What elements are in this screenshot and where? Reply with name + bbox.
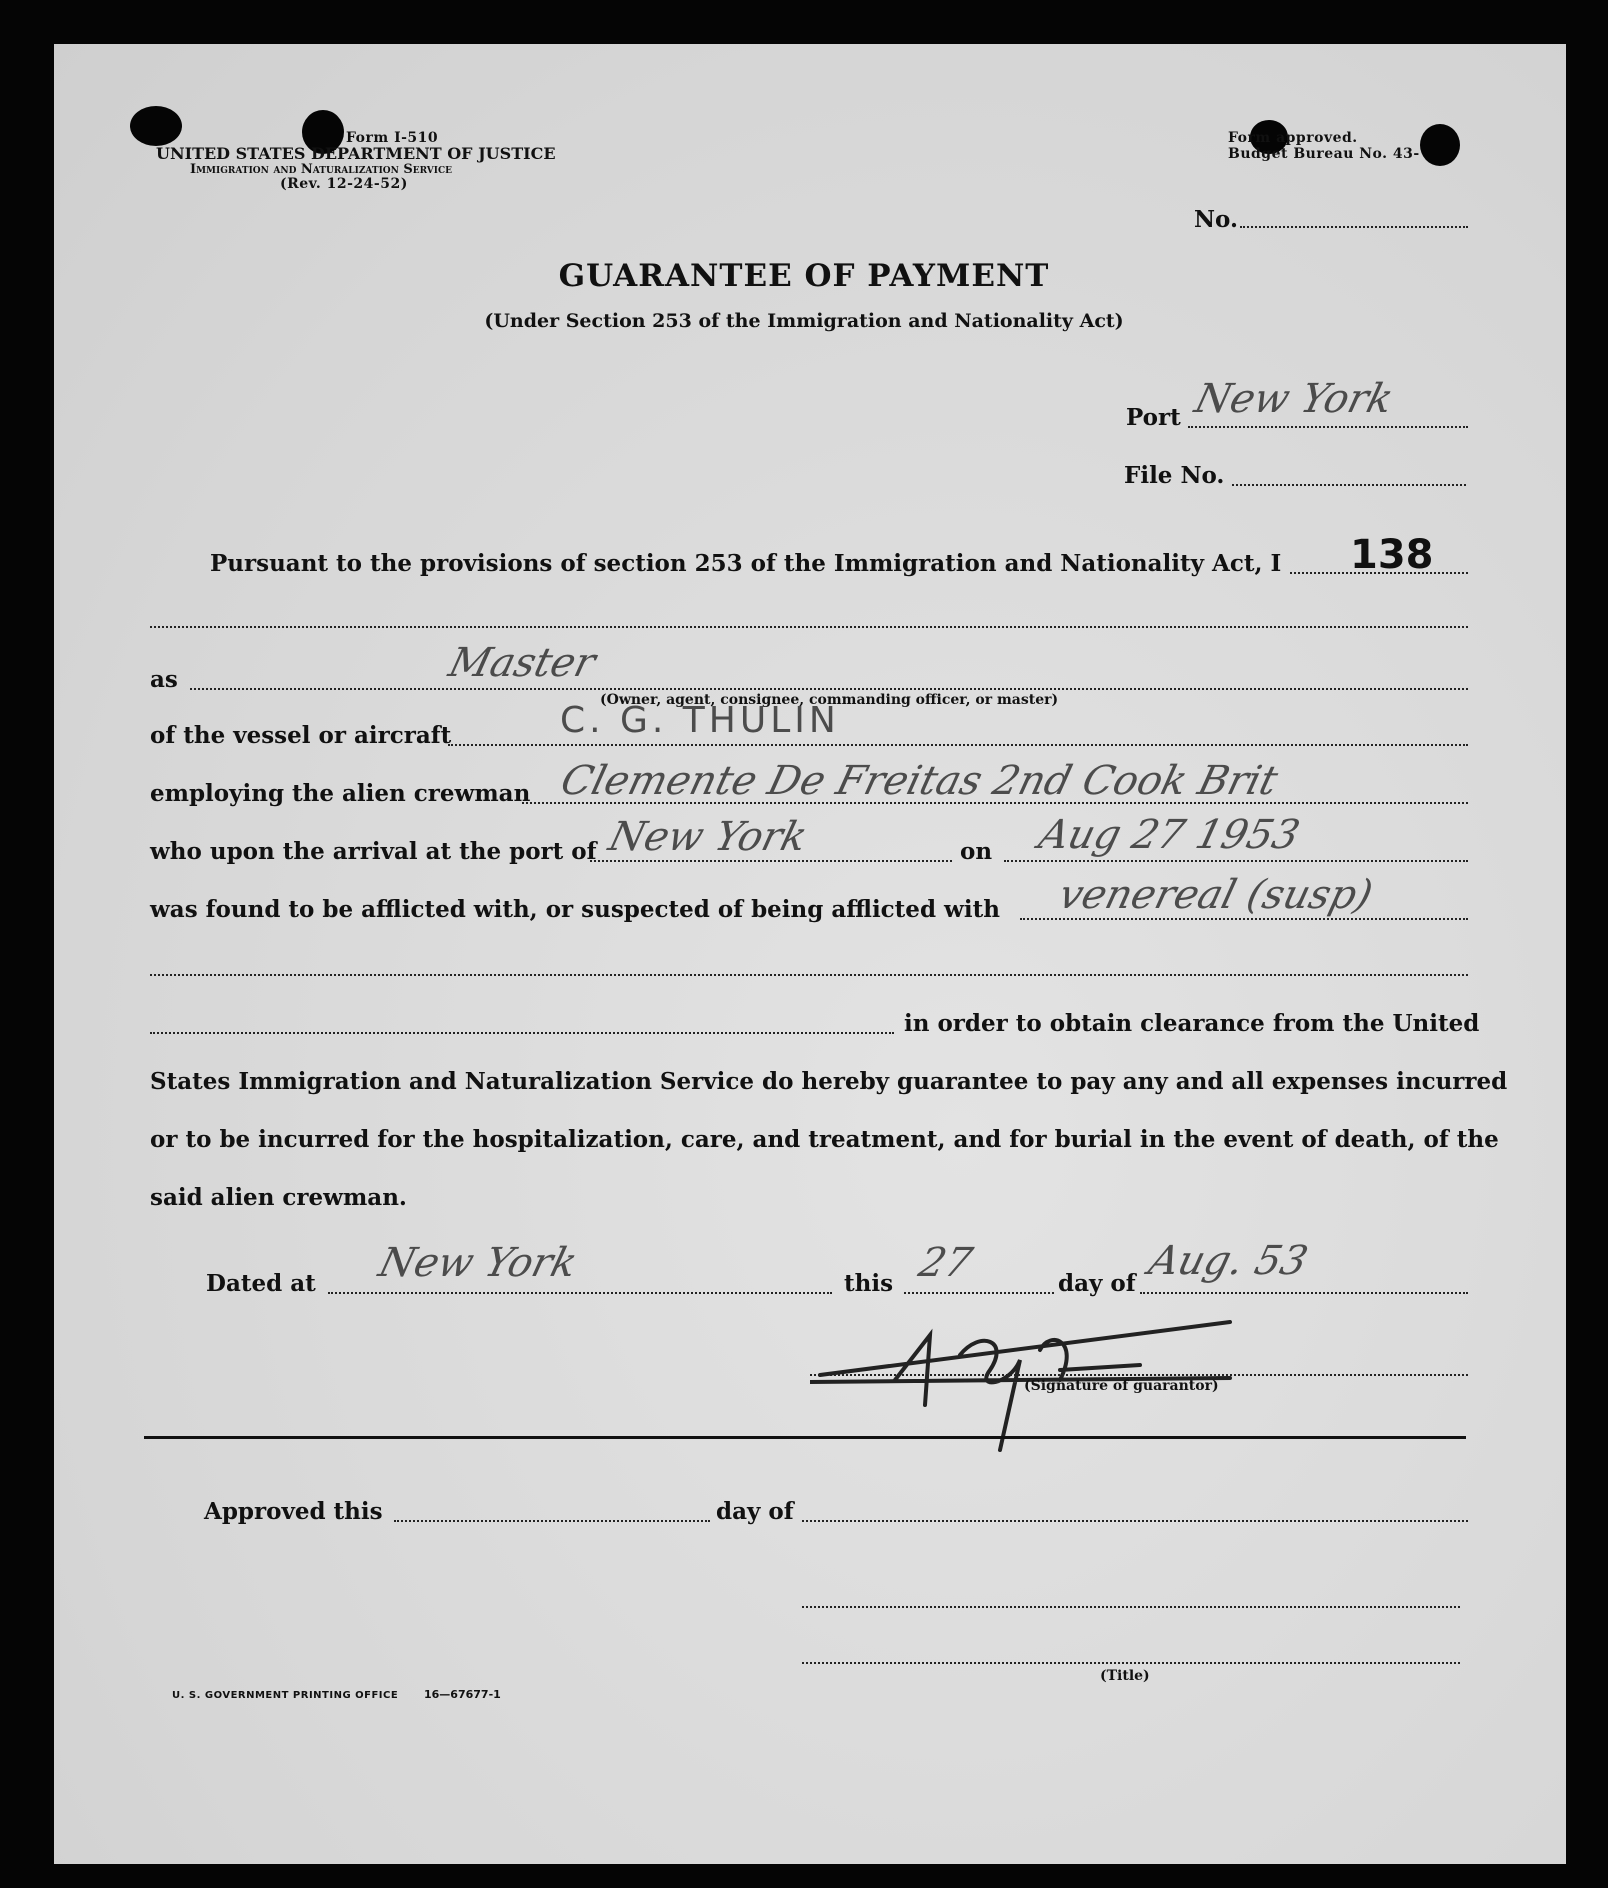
crewman-value: Clemente De Freitas 2nd Cook Brit bbox=[556, 758, 1283, 804]
clearance-text: in order to obtain clearance from the United bbox=[904, 1010, 1480, 1037]
as-field[interactable] bbox=[190, 688, 1468, 690]
afflicted-field-continued-2[interactable] bbox=[150, 1032, 894, 1034]
ink-blot bbox=[1420, 124, 1460, 166]
vessel-value: C. G. THULIN bbox=[560, 700, 840, 741]
ink-blot bbox=[130, 106, 182, 146]
approval-line2: Budget Bureau No. 43- bbox=[1228, 146, 1420, 162]
afflicted-field[interactable] bbox=[1020, 918, 1468, 920]
file-no-field[interactable] bbox=[1232, 484, 1466, 486]
document-title: GUARANTEE OF PAYMENT bbox=[558, 258, 1050, 294]
arrival-date-value: Aug 27 1953 bbox=[1034, 812, 1305, 858]
service-name: Immigration and Naturalization Service bbox=[190, 162, 453, 177]
file-no-label: File No. bbox=[1124, 462, 1225, 489]
body-line-2: or to be incurred for the hospitalization, care, and treatment, and for burial in the event of death, of the bbox=[150, 1126, 1499, 1153]
port-field[interactable] bbox=[1188, 426, 1468, 428]
form-number: Form I-510 bbox=[346, 130, 439, 146]
approver-signature-field[interactable] bbox=[802, 1606, 1460, 1608]
print-code: 16—67677-1 bbox=[424, 1688, 501, 1701]
port-value: New York bbox=[1190, 376, 1398, 422]
approval-line1: Form approved. bbox=[1228, 130, 1358, 146]
signature-caption: (Signature of guarantor) bbox=[1024, 1378, 1219, 1394]
approved-day-field[interactable] bbox=[394, 1520, 710, 1522]
day-of-label: day of bbox=[1058, 1270, 1136, 1297]
no-label: No. bbox=[1194, 206, 1238, 233]
title-caption: (Title) bbox=[1100, 1668, 1150, 1684]
body-line-1: States Immigration and Naturalization Service do hereby guarantee to pay any and all expenses incurred bbox=[150, 1068, 1508, 1095]
approver-title-field[interactable] bbox=[802, 1662, 1460, 1664]
pursuant-text: Pursuant to the provisions of section 253 of the Immigration and Nationality Act, I bbox=[210, 550, 1282, 577]
printing-office: U. S. GOVERNMENT PRINTING OFFICE bbox=[172, 1690, 399, 1701]
document-subtitle: (Under Section 253 of the Immigration and Nationality Act) bbox=[484, 310, 1124, 332]
dated-label: Dated at bbox=[206, 1270, 316, 1297]
dated-place-value: New York bbox=[374, 1240, 582, 1286]
afflicted-value: venereal (susp) bbox=[1054, 872, 1378, 918]
day-value: 27 bbox=[914, 1240, 977, 1286]
guarantor-stamp-number: 138 bbox=[1350, 532, 1434, 578]
arrival-date-field[interactable] bbox=[1004, 860, 1468, 862]
vessel-label: of the vessel or aircraft bbox=[150, 722, 452, 749]
dated-place-field[interactable] bbox=[328, 1292, 832, 1294]
approved-day-of-label: day of bbox=[716, 1498, 794, 1525]
guarantor-name-field-continued[interactable] bbox=[150, 626, 1468, 628]
month-field[interactable] bbox=[1140, 1292, 1468, 1294]
arrival-port-value: New York bbox=[604, 814, 812, 860]
vessel-field[interactable] bbox=[448, 744, 1468, 746]
arrival-label: who upon the arrival at the port of bbox=[150, 838, 597, 865]
afflicted-label: was found to be afflicted with, or suspected of being afflicted with bbox=[150, 896, 1000, 923]
revision-date: (Rev. 12-24-52) bbox=[280, 176, 408, 192]
approved-label: Approved this bbox=[204, 1498, 383, 1525]
day-field[interactable] bbox=[904, 1292, 1054, 1294]
port-label: Port bbox=[1126, 404, 1181, 431]
approved-month-field[interactable] bbox=[802, 1520, 1468, 1522]
as-label: as bbox=[150, 666, 178, 693]
month-value: Aug. 53 bbox=[1144, 1238, 1313, 1284]
department-name: UNITED STATES DEPARTMENT OF JUSTICE bbox=[156, 144, 556, 163]
no-field[interactable] bbox=[1240, 226, 1468, 228]
as-value: Master bbox=[444, 640, 600, 686]
arrival-port-field[interactable] bbox=[590, 860, 952, 862]
crewman-label: employing the alien crewman bbox=[150, 780, 531, 807]
section-divider bbox=[144, 1436, 1466, 1439]
as-caption: (Owner, agent, consignee, commanding officer, or master) bbox=[600, 692, 1059, 708]
afflicted-field-continued[interactable] bbox=[150, 974, 1468, 976]
body-line-3: said alien crewman. bbox=[150, 1184, 407, 1211]
this-label: this bbox=[844, 1270, 894, 1297]
on-label: on bbox=[960, 838, 993, 865]
